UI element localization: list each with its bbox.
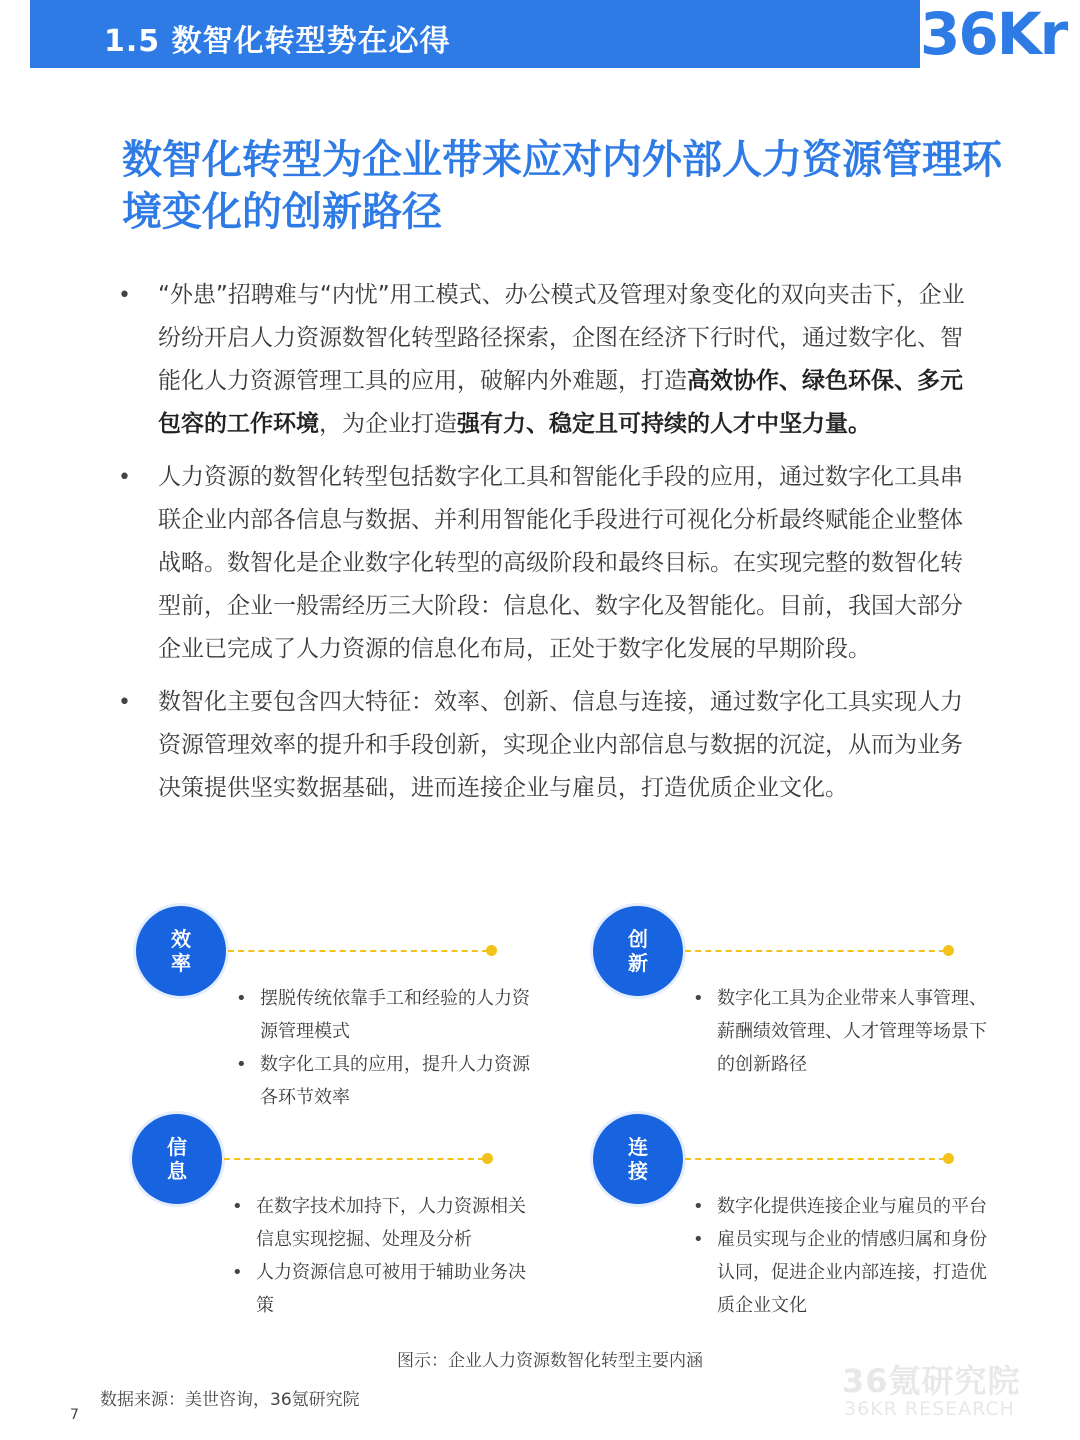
feature-innovation: [593, 906, 1013, 1126]
feature-circle: 连 接: [593, 1114, 683, 1204]
dashed-connector: [685, 950, 945, 952]
connector-dot-icon: [943, 1153, 954, 1164]
bullet-item-2: [118, 456, 978, 671]
logo: [920, 0, 1067, 68]
connector-dot-icon: [482, 1153, 493, 1164]
watermark-cn: 36氪研究院: [842, 1362, 1021, 1400]
feature-list-item: • 摆脱传统依靠手工和经验的人力资源管理模式: [236, 982, 536, 1048]
bullet-list: [118, 274, 978, 820]
feature-circle: 效 率: [136, 906, 226, 996]
dashed-connector: [685, 1158, 945, 1160]
dashed-connector: [228, 950, 488, 952]
feature-list-item: • 人力资源信息可被用于辅助业务决策: [232, 1256, 532, 1322]
text-run: 数智化主要包含四大特征：效率、创新、信息与连接，通过数字化工具实现人力资源管理效率的提升和手段创新，实现企业内部信息与数据的沉淀，从而为业务决策提供坚实数据基础，进而连接企业与雇员，打造优质企业文化。: [158, 689, 963, 801]
feature-efficiency: [136, 906, 556, 1126]
feature-circle: 创 新: [593, 906, 683, 996]
data-source: 数据来源：美世咨询，36氪研究院: [100, 1390, 360, 1410]
text-run: ，为企业打造: [319, 411, 457, 437]
section-title: 1.5 数智化转型势在必得: [104, 24, 451, 59]
feature-list: [693, 982, 993, 1081]
bold-text: 强有力、稳定且可持续的人才中坚力量。: [457, 411, 871, 437]
dashed-connector: [224, 1158, 484, 1160]
feature-list: [232, 1190, 532, 1322]
page-title: 数智化转型为企业带来应对内外部人力资源管理环境变化的创新路径: [122, 137, 1002, 235]
bullet-icon: •: [118, 465, 131, 490]
logo-text: 36Kr: [920, 0, 1067, 68]
feature-list-item: • 雇员实现与企业的情感归属和身份认同，促进企业内部连接，打造优质企业文化: [693, 1223, 993, 1322]
bullet-text: [158, 464, 963, 662]
feature-information: [132, 1114, 552, 1334]
bullet-icon: •: [118, 690, 131, 715]
bold-text: 高效协作、绿色环保、多元包容的工作环境: [158, 368, 963, 437]
bullet-text: [158, 689, 963, 801]
feature-list-item: • 数字化工具的应用，提升人力资源各环节效率: [236, 1048, 536, 1114]
header-bar: [30, 0, 1067, 68]
connector-dot-icon: [943, 945, 954, 956]
watermark-en: 36KR RESEARCH: [844, 1398, 1015, 1420]
feature-list: [693, 1190, 993, 1322]
text-run: 人力资源的数智化转型包括数字化工具和智能化手段的应用，通过数字化工具串联企业内部各信息与数据、并利用智能化手段进行可视化分析最终赋能企业整体战略。数智化是企业数字化转型的高级阶段和最终目标。在实现完整的数智化转型前，企业一般需经历三大阶段：信息化、数字化及智能化。目前，我国大部分企业已完成了人力资源的信息化布局，正处于数字化发展的早期阶段。: [158, 464, 963, 662]
bullet-icon: •: [118, 283, 131, 308]
bullet-text: [158, 282, 965, 437]
feature-connection: [593, 1114, 1013, 1334]
figure-caption: 图示：企业人力资源数智化转型主要内涵: [397, 1351, 703, 1371]
feature-list-item: • 在数字技术加持下，人力资源相关信息实现挖掘、处理及分析: [232, 1190, 532, 1256]
bullet-item-3: [118, 681, 978, 810]
feature-list-item: • 数字化工具为企业带来人事管理、薪酬绩效管理、人才管理等场景下的创新路径: [693, 982, 993, 1081]
page-number: 7: [70, 1407, 79, 1423]
text-run: “外患”招聘难与“内忧”用工模式、办公模式及管理对象变化的双向夹击下，企业纷纷开启人力资源数智化转型路径探索，企图在经济下行时代，通过数字化、智能化人力资源管理工具的应用，破解内外难题，打造: [158, 282, 965, 394]
feature-circle: 信 息: [132, 1114, 222, 1204]
bullet-item-1: [118, 274, 978, 446]
feature-list-item: • 数字化提供连接企业与雇员的平台: [693, 1190, 993, 1223]
feature-list: [236, 982, 536, 1114]
connector-dot-icon: [486, 945, 497, 956]
